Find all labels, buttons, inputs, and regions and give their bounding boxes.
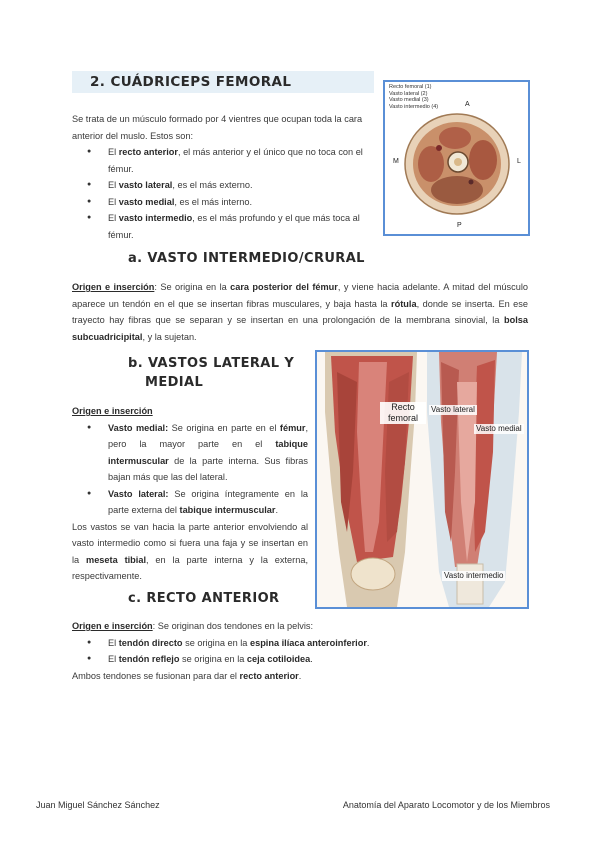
list-item: ● Vasto lateral: Se origina íntegramente en la parte externa del tabique intermuscular. [72, 486, 308, 519]
intro-list [72, 144, 375, 243]
section-a-heading: a. VASTO INTERMEDIO/CRURAL [128, 251, 365, 266]
label-vasto-lateral: Vasto lateral [431, 405, 475, 414]
section-b-list [72, 420, 308, 519]
footer-subject: Anatomía del Aparato Locomotor y de los Miembros [342, 800, 550, 810]
list-item: ● El tendón directo se origina en la espina ilíaca anteroinferior. [72, 635, 528, 652]
section-c-intro: Origen e inserción: Se originan dos tendones en la pelvis: [72, 621, 314, 631]
intro-paragraph: Se trata de un músculo formado por 4 vientres que ocupan toda la cara anterior del muslo. Estos son: [72, 114, 363, 141]
list-item: ● Vasto medial: Se origina en parte en el fémur, pero la mayor parte en el tabique intermuscular de la parte interna. Sus fibras bajan más que las del lateral. [72, 420, 308, 486]
label-vasto-intermedio: Vasto intermedio [444, 571, 504, 580]
thigh-muscles-figure [315, 350, 529, 609]
label-anterior: A [465, 101, 470, 108]
thigh-cross-section-figure [383, 80, 530, 236]
list-item: ● El recto anterior, el más anterior y el único que no toca con el fémur. [72, 144, 375, 177]
section-c-closing: Ambos tendones se fusionan para dar el recto anterior. [72, 670, 302, 681]
section-c-heading: c. RECTO ANTERIOR [128, 591, 280, 606]
section-b-paragraph: Los vastos se van hacia la parte anterior envolviendo al vasto intermedio como si fuera una faja y se insertan en la meseta tibial, en la parte interna y la externa, respectivamente. [72, 521, 308, 581]
list-item: ● El vasto medial, es el más interno. [72, 194, 375, 211]
cross-section-illustration [385, 82, 528, 234]
section-title [90, 72, 291, 92]
footer-author: Juan Miguel Sánchez Sánchez [36, 800, 160, 810]
section-title-text: CUÁDRICEPS FEMORAL [110, 74, 292, 90]
label-recto-femoral: Recto femoral [380, 402, 426, 424]
list-item: ● El vasto lateral, es el más externo. [72, 177, 375, 194]
label-vasto-medial: Vasto medial [476, 424, 522, 433]
section-b-heading: b. VASTOS LATERAL Y MEDIAL [128, 356, 295, 390]
thigh-muscles-illustration [317, 352, 527, 607]
section-c-body [72, 618, 528, 684]
section-a-paragraph: Origen e inserción: Se origina en la cara posterior del fémur, y viene hacia adelante. A mitad del músculo aparece un tendón en el que se insertan fibras musculares, y baja hasta la rótula, donde se inserta. En ese trayecto hay fibras que se separan y se insertan en una prolongación de la membrana sinovial, la bolsa subcuadricipital, y la sujetan. [72, 282, 528, 342]
section-c-list [72, 635, 528, 668]
section-number: 2. [90, 74, 106, 90]
section-b-body [72, 403, 308, 585]
label-posterior: P [457, 222, 462, 229]
label-medial: M [393, 158, 399, 165]
list-item: ● El tendón reflejo se origina en la ceja cotiloidea. [72, 651, 528, 668]
figure-legend: Recto femoral (1) Vasto lateral (2) Vasto medial (3) Vasto intermedio (4) [389, 84, 439, 110]
intro-block [72, 111, 375, 243]
list-item: ● El vasto intermedio, es el más profundo y el que más toca al fémur. [72, 210, 375, 243]
section-b-origin-label: Origen e inserción [72, 406, 153, 416]
label-lateral: L [517, 158, 521, 165]
